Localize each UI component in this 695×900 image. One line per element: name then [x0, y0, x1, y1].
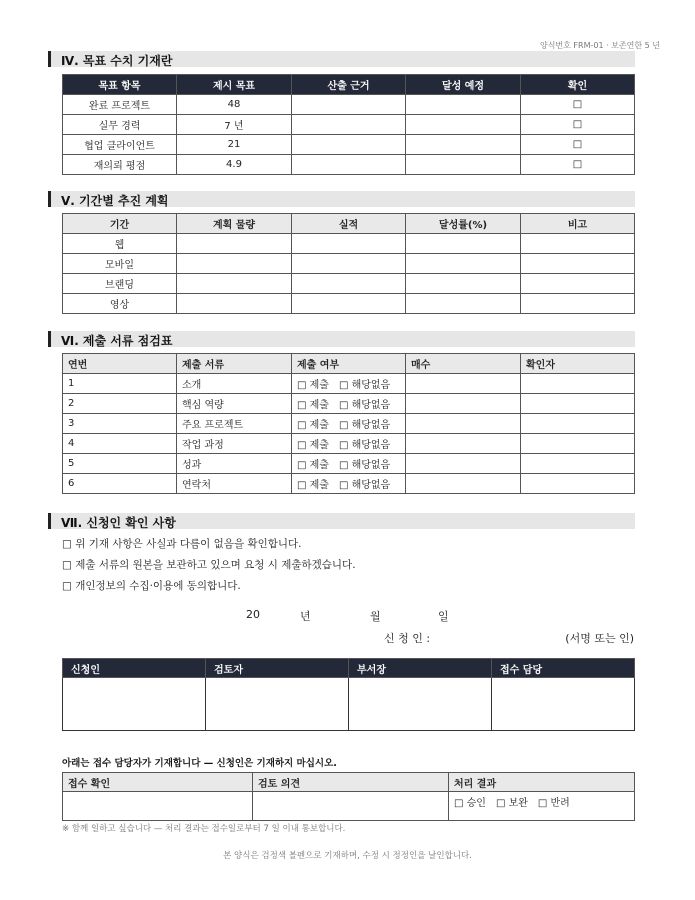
cell[interactable] [292, 95, 406, 115]
signature-label: (서명 또는 인) [565, 632, 634, 645]
table-row [63, 234, 635, 254]
cell[interactable] [521, 254, 635, 274]
cell: 2 [63, 394, 177, 414]
col-header: 목표 항목 [63, 75, 177, 95]
cell: 작업 과정 [177, 434, 292, 454]
cell[interactable] [521, 394, 635, 414]
table-row [63, 155, 635, 175]
col-header: 산출 근거 [292, 75, 406, 95]
footnote: ※ 함께 일하고 싶습니다 — 처리 결과는 접수일로부터 7 일 이내 통보합니다. [62, 824, 346, 834]
cell: 소개 [177, 374, 292, 394]
cell[interactable] [521, 374, 635, 394]
cell: 3 [63, 414, 177, 434]
cell[interactable] [292, 254, 406, 274]
col-header: 계획 물량 [177, 214, 292, 234]
col-header: 제출 여부 [292, 354, 406, 374]
approval-header: 검토자 [206, 659, 349, 678]
cell[interactable] [292, 274, 406, 294]
cell[interactable] [406, 434, 521, 454]
cell[interactable] [177, 234, 292, 254]
cell: 5 [63, 454, 177, 474]
cell[interactable] [253, 792, 449, 821]
cell[interactable] [521, 414, 635, 434]
col-header: 확인자 [521, 354, 635, 374]
cell[interactable] [406, 394, 521, 414]
section-6-title: Ⅵ. 제출 서류 점검표 [61, 334, 173, 348]
cell[interactable] [406, 115, 521, 135]
cell: 영상 [63, 294, 177, 314]
col-header: 연번 [63, 354, 177, 374]
date-year-prefix: 20 [246, 608, 260, 621]
applicant-label: 신 청 인 : [384, 632, 431, 645]
consent-checkbox-2[interactable]: □ 제출 서류의 원본을 보관하고 있으며 요청 시 제출하겠습니다. [62, 559, 356, 571]
cell[interactable] [292, 135, 406, 155]
cell: 6 [63, 474, 177, 494]
consent-checkbox-1[interactable]: □ 위 기재 사항은 사실과 다름이 없음을 확인합니다. [62, 538, 302, 550]
table-row [63, 454, 635, 474]
cell[interactable] [177, 274, 292, 294]
cell: 7 년 [177, 115, 292, 135]
section-4-title: Ⅳ. 목표 수치 기재란 [61, 54, 173, 68]
table-row [63, 434, 635, 454]
cell[interactable] [406, 474, 521, 494]
table-row [63, 474, 635, 494]
cell: 핵심 역량 [177, 394, 292, 414]
cell: 브랜딩 [63, 274, 177, 294]
submit-checkbox-group[interactable]: □ 제출 □ 해당없음 [292, 394, 406, 414]
cell: 재의뢰 평점 [63, 155, 177, 175]
cell: 48 [177, 95, 292, 115]
section-7-title: Ⅶ. 신청인 확인 사항 [61, 516, 176, 530]
cell[interactable] [292, 294, 406, 314]
checklist-table [62, 353, 635, 494]
cell[interactable] [406, 155, 521, 175]
section-6-header [48, 331, 635, 347]
cell[interactable] [521, 294, 635, 314]
cell[interactable] [292, 115, 406, 135]
col-header: 매수 [406, 354, 521, 374]
cell: 성과 [177, 454, 292, 474]
submit-checkbox-group[interactable]: □ 제출 □ 해당없음 [292, 374, 406, 394]
consent-checkbox-3[interactable]: □ 개인정보의 수집·이용에 동의합니다. [62, 580, 241, 592]
cell[interactable] [63, 792, 253, 821]
cell[interactable] [292, 155, 406, 175]
cell[interactable] [406, 234, 521, 254]
cell[interactable] [406, 254, 521, 274]
col-header: 제시 목표 [177, 75, 292, 95]
date-month-label: 월 [370, 610, 381, 623]
cell[interactable] [406, 95, 521, 115]
cell[interactable] [406, 414, 521, 434]
signature-box[interactable] [206, 678, 349, 731]
approval-header: 부서장 [349, 659, 492, 678]
office-header: 처리 결과 [449, 773, 635, 792]
result-checkbox-group[interactable]: □ 승인 □ 보완 □ 반려 [449, 792, 635, 821]
approval-header: 신청인 [63, 659, 206, 678]
section-5-header [48, 191, 635, 207]
signature-box[interactable] [63, 678, 206, 731]
section-4-header [48, 51, 635, 67]
plan-table [62, 213, 635, 314]
target-table [62, 74, 635, 175]
section-7-header [48, 513, 635, 529]
cell[interactable] [521, 274, 635, 294]
checkbox[interactable]: □ [521, 135, 635, 155]
cell[interactable] [177, 254, 292, 274]
page-footer: 본 양식은 검정색 볼펜으로 기재하며, 수정 시 정정인을 날인합니다. [223, 851, 472, 861]
table-row [63, 95, 635, 115]
table-row [63, 374, 635, 394]
cell: 주요 프로젝트 [177, 414, 292, 434]
submit-checkbox-group[interactable]: □ 제출 □ 해당없음 [292, 414, 406, 434]
table-row [63, 294, 635, 314]
table-row [63, 115, 635, 135]
cell[interactable] [292, 234, 406, 254]
col-header: 실적 [292, 214, 406, 234]
table-row [63, 254, 635, 274]
cell: 협업 클라이언트 [63, 135, 177, 155]
cell[interactable] [406, 135, 521, 155]
date-year-label: 년 [300, 610, 311, 623]
cell: 4 [63, 434, 177, 454]
date-day-label: 일 [438, 610, 449, 623]
section-5-title: Ⅴ. 기간별 추진 계획 [61, 194, 169, 208]
col-header: 기간 [63, 214, 177, 234]
approval-header: 접수 담당 [492, 659, 635, 678]
checkbox[interactable]: □ [521, 155, 635, 175]
submit-checkbox-group[interactable]: □ 제출 □ 해당없음 [292, 474, 406, 494]
checkbox[interactable]: □ [521, 95, 635, 115]
cell: 1 [63, 374, 177, 394]
cell: 완료 프로젝트 [63, 95, 177, 115]
cell[interactable] [177, 294, 292, 314]
cell[interactable] [521, 454, 635, 474]
office-header: 검토 의견 [253, 773, 449, 792]
submit-checkbox-group[interactable]: □ 제출 □ 해당없음 [292, 454, 406, 474]
table-row [63, 394, 635, 414]
cell: 4.9 [177, 155, 292, 175]
cell: 실무 경력 [63, 115, 177, 135]
approval-table [62, 658, 635, 731]
col-header: 확인 [521, 75, 635, 95]
col-header: 비고 [521, 214, 635, 234]
table-row [63, 274, 635, 294]
cell: 웹 [63, 234, 177, 254]
table-row [63, 414, 635, 434]
cell[interactable] [406, 454, 521, 474]
cell[interactable] [521, 474, 635, 494]
cell[interactable] [406, 374, 521, 394]
office-header: 접수 확인 [63, 773, 253, 792]
col-header: 달성 예정 [406, 75, 521, 95]
col-header: 달성률(%) [406, 214, 521, 234]
cell[interactable] [521, 234, 635, 254]
checkbox[interactable]: □ [521, 115, 635, 135]
cell[interactable] [406, 274, 521, 294]
office-table [62, 772, 635, 821]
signature-box[interactable] [492, 678, 635, 731]
col-header: 제출 서류 [177, 354, 292, 374]
table-row [63, 135, 635, 155]
cell[interactable] [521, 434, 635, 454]
signature-box[interactable] [349, 678, 492, 731]
form-number: 양식번호 FRM-01 · 보존연한 5 년 [539, 41, 660, 50]
cell: 연락처 [177, 474, 292, 494]
office-use-note: 아래는 접수 담당자가 기재합니다 — 신청인은 기재하지 마십시오. [62, 758, 337, 769]
cell[interactable] [406, 294, 521, 314]
submit-checkbox-group[interactable]: □ 제출 □ 해당없음 [292, 434, 406, 454]
cell: 21 [177, 135, 292, 155]
cell: 모바일 [63, 254, 177, 274]
